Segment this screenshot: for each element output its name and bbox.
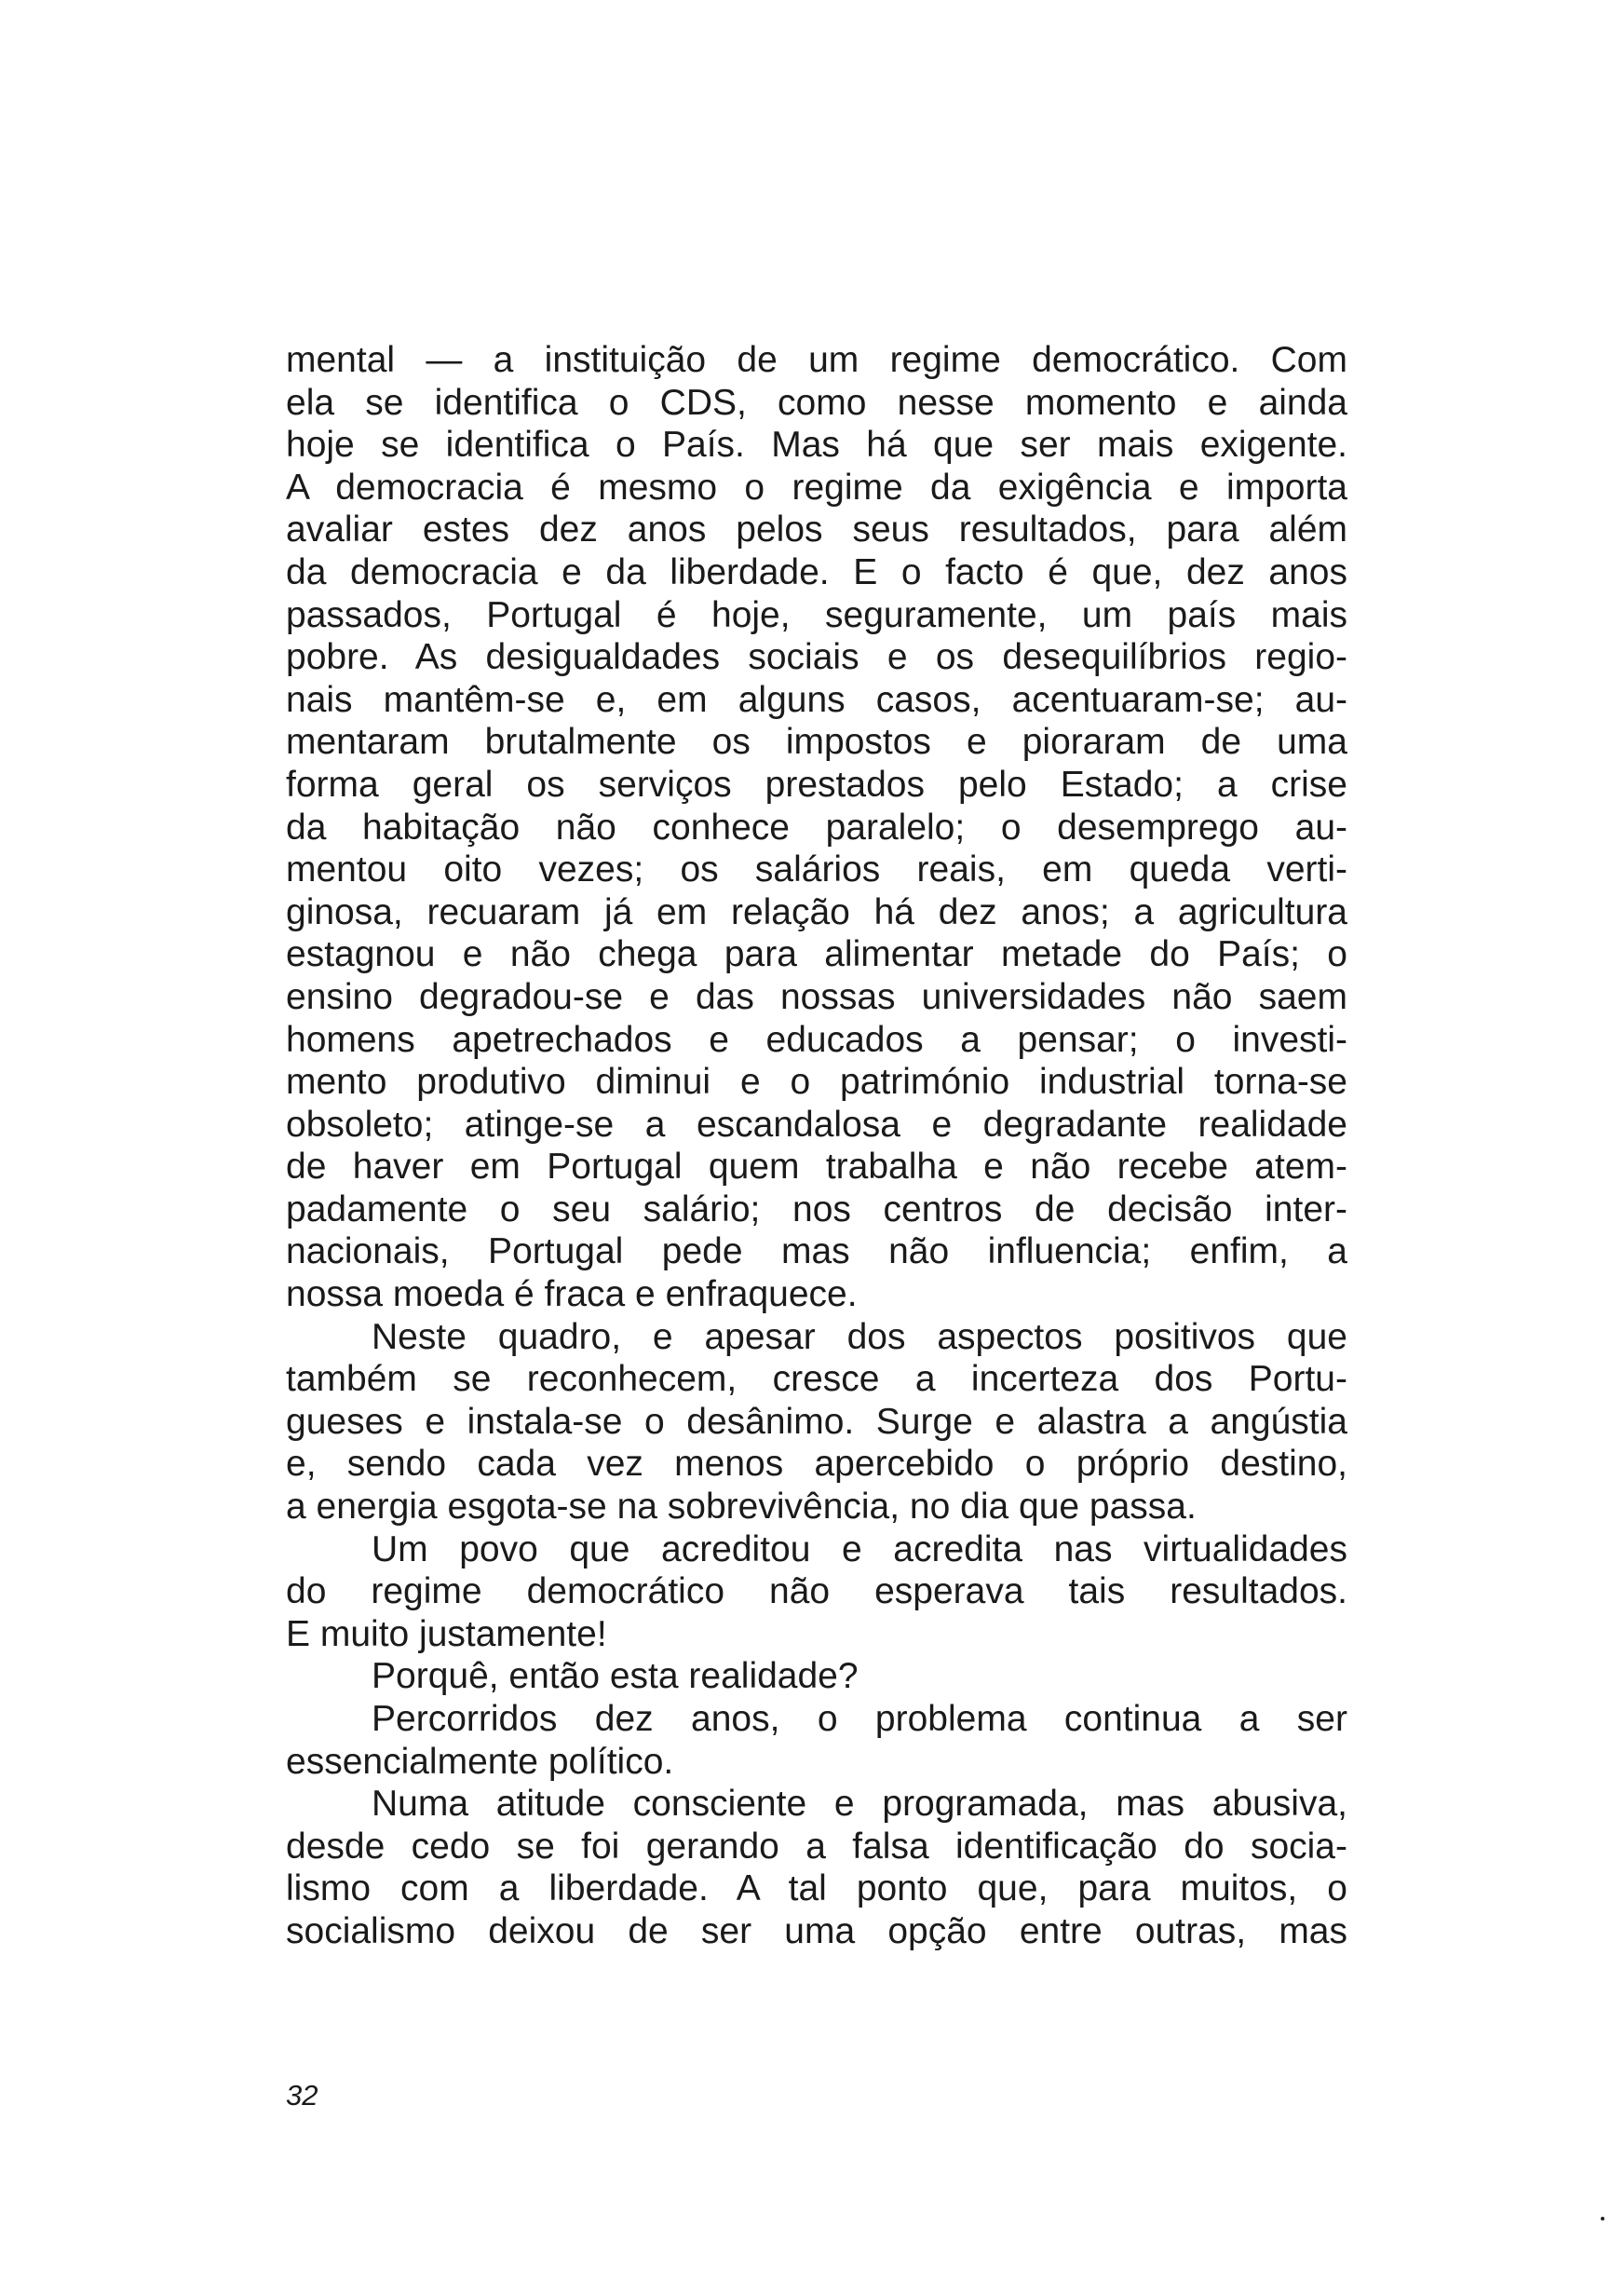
body-text [286, 339, 1347, 1953]
paragraph-2 [286, 1316, 1347, 1528]
text-line: Numa atitude consciente e programada, mas abusiva, [372, 1784, 1347, 1825]
text-line: gueses e instala-se o desânimo. Surge e alastra a angústia [286, 1401, 1347, 1442]
text-line: estagnou e não chega para alimentar metade do País; o [286, 934, 1347, 975]
text-line: avaliar estes dez anos pelos seus resultados, para além [286, 509, 1347, 550]
page-number: 32 [286, 2079, 318, 2112]
text-line: mento produtivo diminui e o património industrial torna-se [286, 1062, 1347, 1103]
text-line: mentou oito vezes; os salários reais, em queda verti- [286, 849, 1347, 890]
text-line: Porquê, então esta realidade? [372, 1656, 859, 1697]
text-line: e, sendo cada vez menos apercebido o próprio destino, [286, 1444, 1347, 1485]
paragraph-1 [286, 339, 1347, 1316]
text-line: de haver em Portugal quem trabalha e não recebe atem- [286, 1147, 1347, 1188]
text-line: da democracia e da liberdade. E o facto é que, dez anos [286, 551, 1347, 592]
text-line: padamente o seu salário; nos centros de decisão inter- [286, 1188, 1347, 1229]
text-line: socialismo deixou de ser uma opção entre outras, mas [286, 1910, 1347, 1951]
text-line: nacionais, Portugal pede mas não influencia; enfim, a [286, 1231, 1347, 1272]
text-line: da habitação não conhece paralelo; o desemprego au- [286, 807, 1347, 848]
text-line: E muito justamente! [286, 1613, 607, 1654]
text-line: A democracia é mesmo o regime da exigência e importa [286, 467, 1347, 508]
text-line: Percorridos dez anos, o problema continua a ser [372, 1699, 1347, 1739]
text-line: a energia esgota-se na sobrevivência, no dia que passa. [286, 1487, 1197, 1528]
paragraph-5 [286, 1698, 1347, 1783]
text-line: ela se identifica o CDS, como nesse momento e ainda [286, 382, 1347, 423]
text-line: ensino degradou-se e das nossas universidades não saem [286, 976, 1347, 1017]
text-line: desde cedo se foi gerando a falsa identificação do socia- [286, 1826, 1347, 1867]
text-line: nossa moeda é fraca e enfraquece. [286, 1274, 858, 1315]
paragraph-6 [286, 1783, 1347, 1952]
text-line: Neste quadro, e apesar dos aspectos positivos que [372, 1316, 1347, 1357]
text-line: obsoleto; atinge-se a escandalosa e degradante realidade [286, 1104, 1347, 1145]
text-line: pobre. As desigualdades sociais e os desequilíbrios regio- [286, 637, 1347, 678]
text-line: também se reconhecem, cresce a incerteza dos Portu- [286, 1359, 1347, 1400]
text-line: essencialmente político. [286, 1741, 674, 1782]
paragraph-3 [286, 1528, 1347, 1656]
text-line: passados, Portugal é hoje, seguramente, um país mais [286, 594, 1347, 635]
text-line: mental — a instituição de um regime democrático. Com [286, 340, 1347, 380]
text-line: hoje se identifica o País. Mas há que ser mais exigente. [286, 425, 1347, 466]
scan-speck [1601, 2217, 1604, 2220]
paragraph-4 [286, 1655, 1347, 1698]
text-line: mentaram brutalmente os impostos e pioraram de uma [286, 722, 1347, 763]
text-line: ginosa, recuaram já em relação há dez anos; a agricultura [286, 891, 1347, 932]
text-line: nais mantêm-se e, em alguns casos, acentuaram-se; au- [286, 679, 1347, 720]
text-line: do regime democrático não esperava tais resultados. [286, 1571, 1347, 1612]
text-line: homens apetrechados e educados a pensar; o investi- [286, 1019, 1347, 1060]
text-line: lismo com a liberdade. A tal ponto que, para muitos, o [286, 1868, 1347, 1909]
text-line: Um povo que acreditou e acredita nas virtualidades [372, 1528, 1347, 1569]
text-line: forma geral os serviços prestados pelo Estado; a crise [286, 764, 1347, 805]
